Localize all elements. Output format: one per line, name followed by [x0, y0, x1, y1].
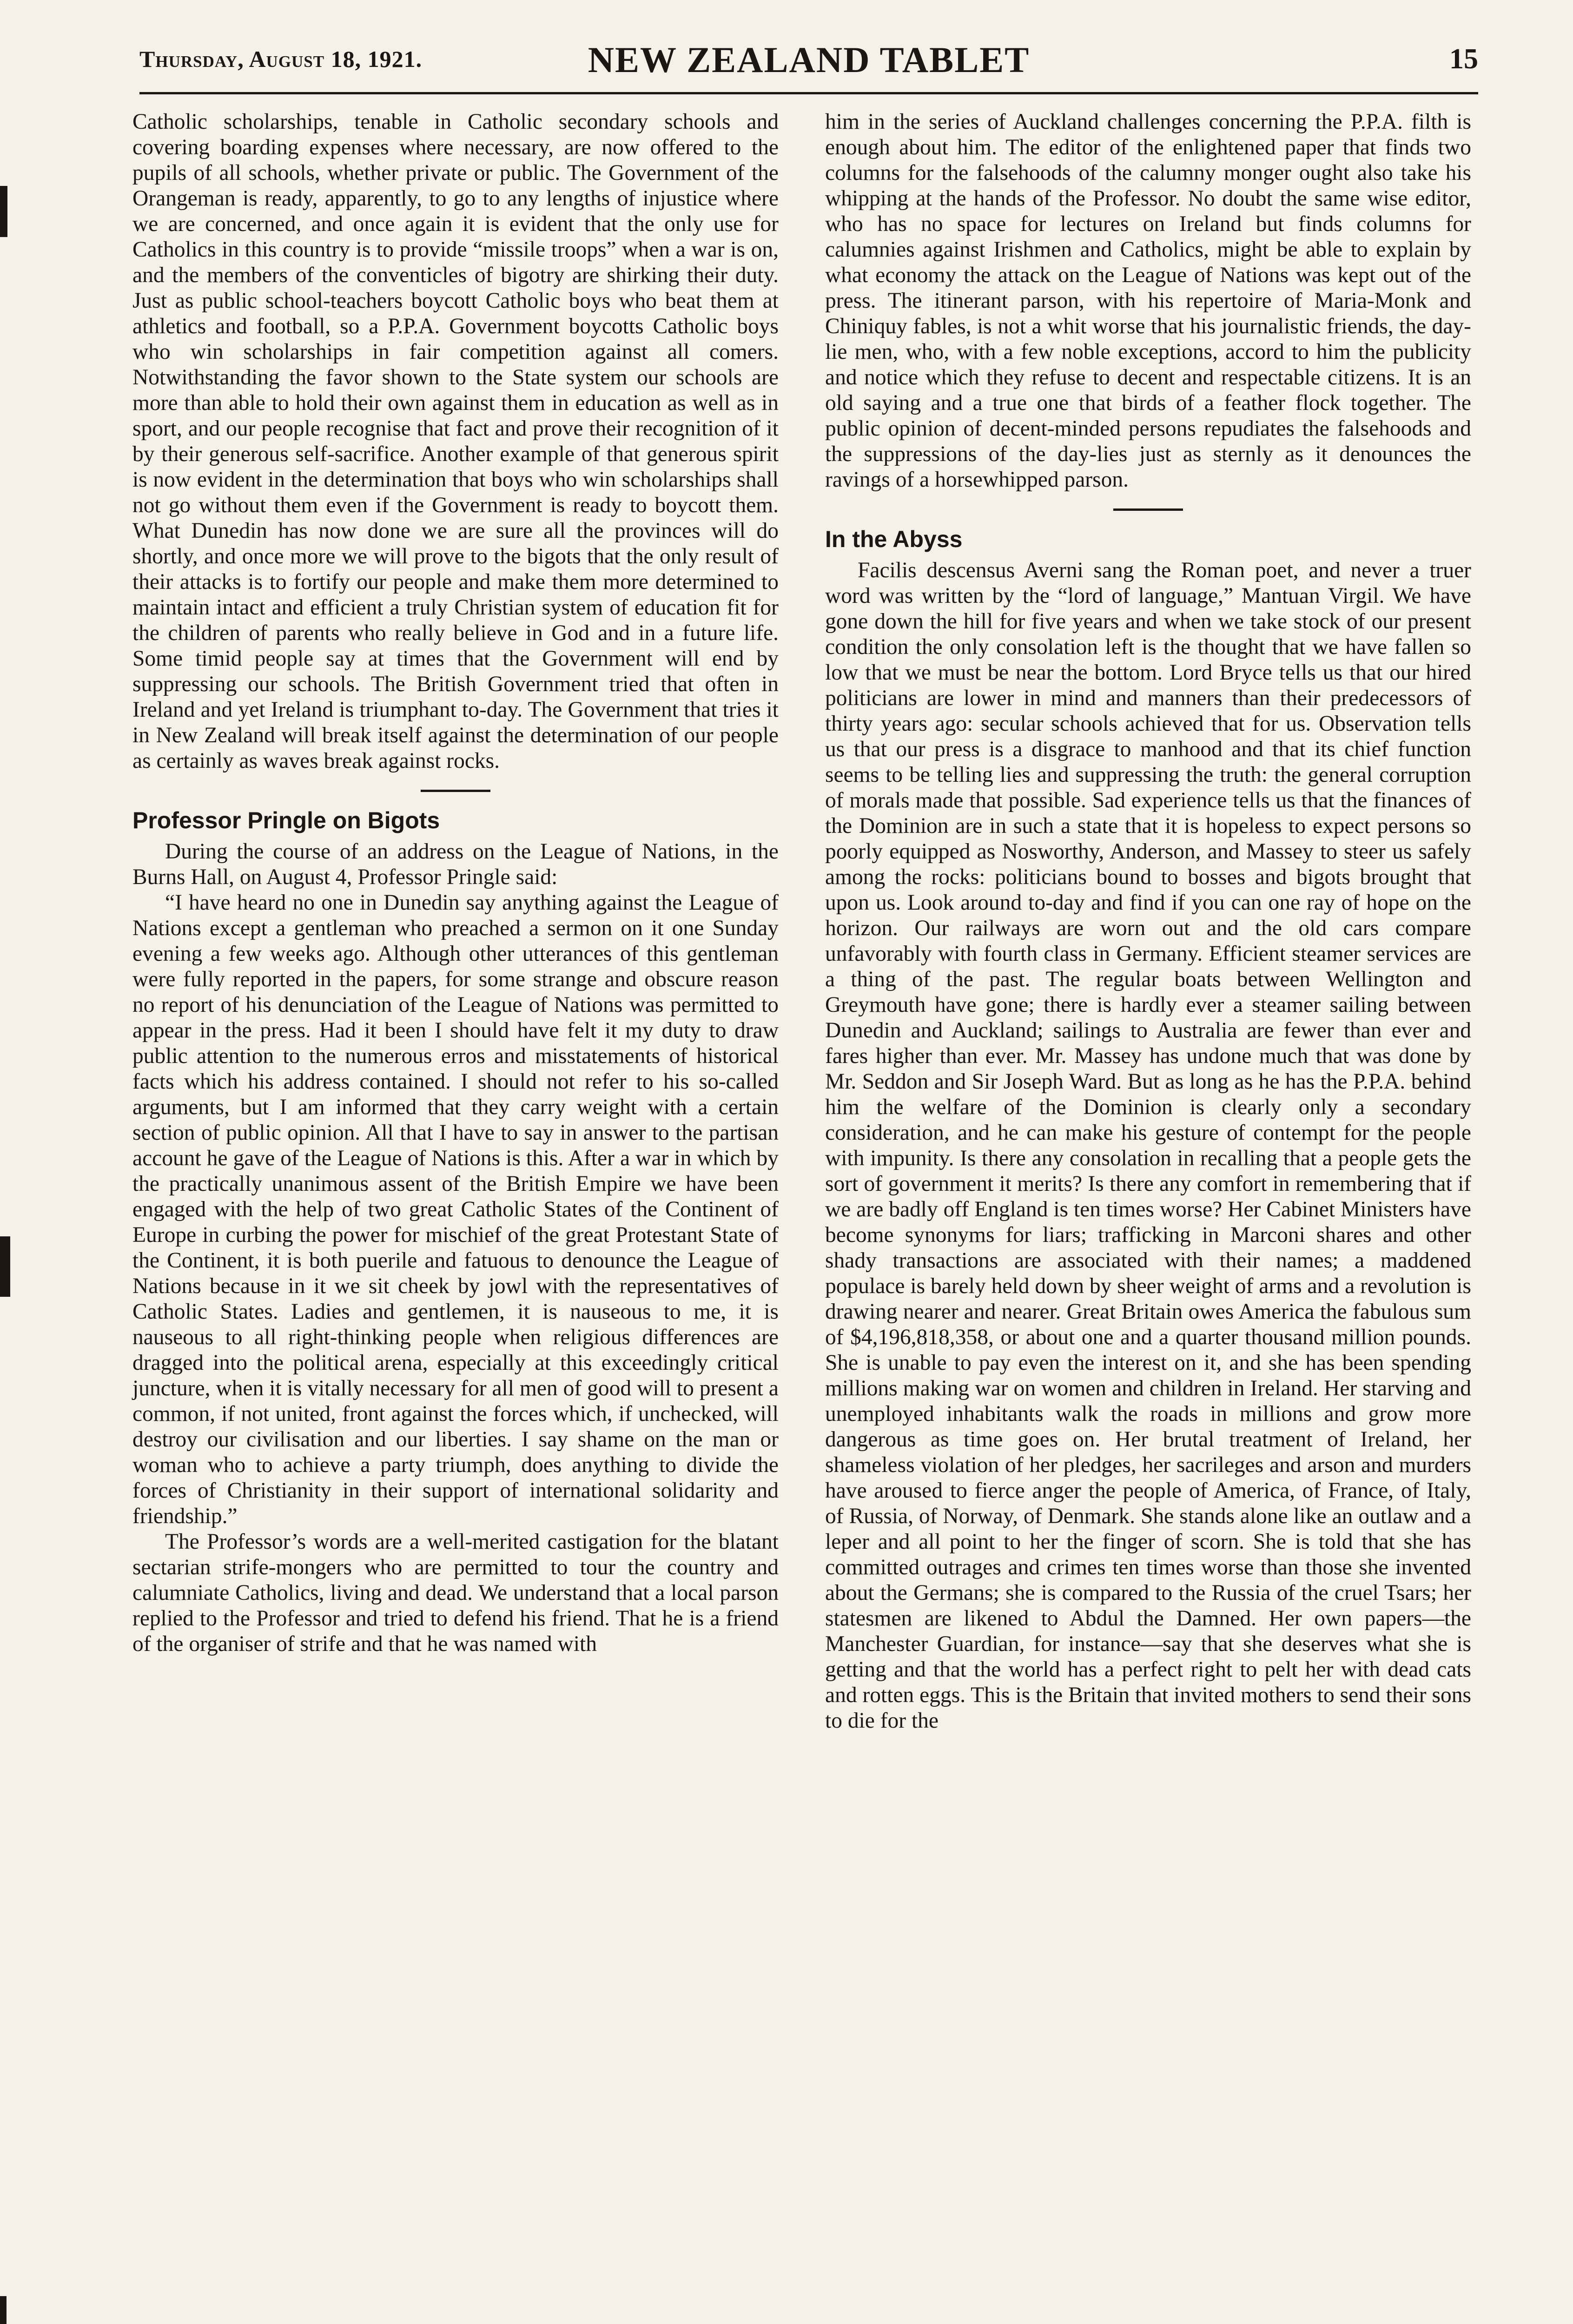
article-paragraph: Facilis descensus Averni sang the Roman poet, and never a truer word was written by the “lord of language,” Mantuan Virgil. We have gone down the hill for five years and when we take stock of our present condition the only consolation left is the thought that we have fallen so low that we must be near the bottom. Lord Bryce tells us that our hired politicians are lower in mind and manners than their predecessors of thirty years ago: secular schools achieved that for us. Observation tells us that our press is a disgrace to manhood and that its chief function seems to be telling lies and suppressing the truth: the general corruption of morals made that possible. Sad experience tells us that the finances of the Dominion are in such a state that it is hopeless to expect persons so poorly equipped as Nosworthy, Anderson, and Massey to steer us safely among the rocks: politicians bound to bosses and bigots brought that upon us. Look around to-day and find if you can one ray of hope on the horizon. Our railways are worn out and the old cars compare unfavorably with fourth class in Germany. Efficient steamer services are a thing of the past. The regular boats between Wellington and Greymouth have gone; there is hardly ever a steamer sailing between Dunedin and Auckland; sailings to Australia are fewer than ever and fares higher than ever. Mr. Massey has undone much that was done by Mr. Seddon and Sir Joseph Ward. But as long as he has the P.P.A. behind him the welfare of the Dominion is clearly only a secondary consideration, and he can make his gesture of contempt for the people with impunity. Is there any consolation in recalling that a people gets the sort of government it merits? Is there any comfort in remembering that if we are badly off England is ten times worse? Her Cabinet Ministers have become synonyms for liars; trafficking in Marconi shares and other shady transactions are associated with their names; a maddened populace is barely held down by sheer weight of arms and a revolution is drawing nearer and nearer. Great Britain owes America the fabulous sum of $4,196,818,358, or about one and a quarter thousand million pounds. She is unable to pay even the interest on it, and she has been spending millions making war on women and children in Ireland. Her starving and unemployed inhabitants walk the roads in millions and grow more dangerous as time goes on. Her brutal treatment of Ireland, her shameless violation of her pledges, her sacrileges and arson and murders have aroused to fierce anger the people of America, of France, of Italy, of Russia, of Norway, of Denmark. She stands alone like an outlaw and a leper and all point to her the finger of scorn. She is told that she has committed outrages and crimes ten times worse than those she invented about the Germans; she is compared to the Russia of the cruel Tsars; her statesmen are likened to Abdul the Damned. Her own papers—the Manchester Guardian, for instance—say that she deserves what she is getting and that the world has a perfect right to pelt her with dead cats and rotten eggs. This is the Britain that invited mothers to send their sons to die for the [825, 558, 1471, 1733]
page-number: 15 [1449, 43, 1478, 75]
section-heading: In the Abyss [825, 526, 963, 552]
margin-mark [0, 2296, 7, 2324]
page-header [139, 36, 1478, 94]
section-divider [421, 790, 490, 792]
margin-mark [0, 186, 7, 237]
article-paragraph: During the course of an address on the League of Nations, in the Burns Hall, on August 4, Professor Pringle said: [132, 839, 779, 889]
article-paragraph: Catholic scholarships, tenable in Catholic secondary schools and covering boarding expenses where necessary, are now offered to the pupils of all schools, whether private or public. The Government of the Orangeman is ready, apparently, to go to any lengths of injustice where we are concerned, and once again it is evident that the only use for Catholics in this country is to provide “missile troops” when a war is on, and the members of the conventicles of bigotry are shirking their duty. Just as public school-teachers boycott Catholic boys who beat them at athletics and football, so a P.P.A. Government boycotts Catholic boys who win scholarships in fair competition against all comers. Notwithstanding the favor shown to the State system our schools are more than able to hold their own against them in education as well as in sport, and our people recognise that fact and prove their recognition of it by their generous self-sacrifice. Another example of that generous spirit is now evident in the determination that boys who win scholarships shall not go without them even if the Government is ready to boycott them. What Dunedin has now done we are sure all the provinces will do shortly, and once more we will prove to the bigots that the only result of their attacks is to fortify our people and make them more determined to maintain intact and efficient a truly Christian system of education fit for the children of parents who really believe in God and in a future life. Some timid people say at times that the Government will end by suppressing our schools. The British Government tried that often in Ireland and yet Ireland is triumphant to-day. The Government that tries it in New Zealand will break itself against the determination of our people as certainly as waves break against rocks. [132, 110, 779, 773]
article-paragraph: him in the series of Auckland challenges concerning the P.P.A. filth is enough about him. The editor of the enlightened paper that finds two columns for the falsehoods of the calumny monger ought also take his whipping at the hands of the Professor. No doubt the same wise editor, who has no space for lectures on Ireland but finds columns for calumnies against Irishmen and Catholics, might be able to explain by what economy the attack on the League of Nations was kept out of the press. The itinerant parson, with his repertoire of Maria-Monk and Chiniquy fables, is not a whit worse that his journalistic friends, the day-lie men, who, with a few noble exceptions, accord to him the publicity and notice which they refuse to decent and respectable citizens. It is an old saying and a true one that birds of a feather flock together. The public opinion of decent-minded persons repudiates the falsehoods and the suppressions of the day-lies just as sternly as it denounces the ravings of a horsewhipped parson. [825, 110, 1471, 492]
masthead-title: NEW ZEALAND TABLET [588, 40, 1030, 80]
section-heading: Professor Pringle on Bigots [132, 807, 440, 833]
margin-mark [0, 1236, 10, 1297]
left-column [132, 109, 779, 1657]
section-divider [1113, 508, 1183, 511]
right-column [825, 109, 1471, 1734]
article-paragraph: The Professor’s words are a well-merited castigation for the blatant sectarian strife-mongers who are permitted to tour the country and calumniate Catholics, living and dead. We understand that a local parson replied to the Professor and tried to defend his friend. That he is a friend of the organiser of strife and that he was named with [132, 1530, 779, 1656]
issue-date: Thursday, August 18, 1921. [139, 46, 423, 72]
article-paragraph: “I have heard no one in Dunedin say anything against the League of Nations except a gentleman who preached a sermon on it one Sunday evening a few weeks ago. Although other utterances of this gentleman were fully reported in the papers, for some strange and obscure reason no report of his denunciation of the League of Nations was permitted to appear in the press. Had it been I should have felt it my duty to draw public attention to the numerous erros and misstatements of historical facts which his address contained. I should not refer to his so-called arguments, but I am informed that they carry weight with a certain section of public opinion. All that I have to say in answer to the partisan account he gave of the League of Nations is this. After a war in which by the practically unanimous assent of the British Empire we have been engaged with the help of two great Catholic States of the Continent of Europe in curbing the power for mischief of the great Protestant State of the Continent, it is both puerile and fatuous to denounce the League of Nations because in it we sit cheek by jowl with the representatives of Catholic States. Ladies and gentlemen, it is nauseous to me, it is nauseous to all right-thinking people when religious differences are dragged into the political arena, especially at this exceedingly critical juncture, when it is vitally necessary for all men of good will to present a common, if not united, front against the forces which, if unchecked, will destroy our civilisation and our liberties. I say shame on the man or woman who to achieve a party triumph, does anything to divide the forces of Christianity in their support of international solidarity and friendship.” [132, 891, 779, 1528]
